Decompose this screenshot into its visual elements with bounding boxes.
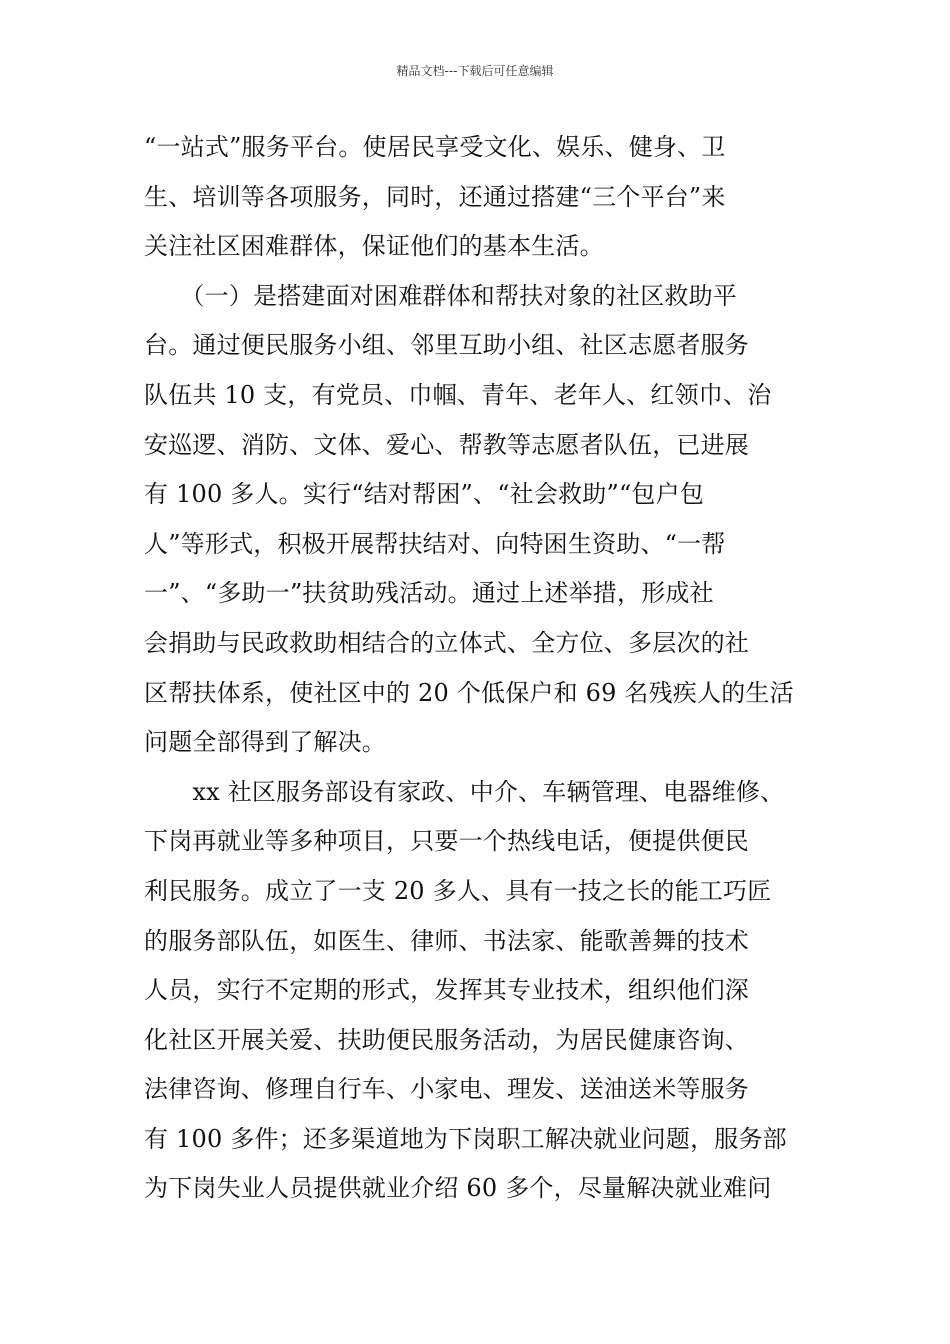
- text-line: 化社区开展关爱、扶助便民服务活动，为居民健康咨询、: [144, 1025, 749, 1054]
- text-line: 一”、“多助一”扶贫助残活动。通过上述举措，形成社: [144, 579, 714, 608]
- text-line: 人员，实行不定期的形式，发挥其专业技术，组织他们深: [144, 976, 749, 1005]
- text-line: 法律咨询、修理自行车、小家电、理发、送油送米等服务: [144, 1075, 749, 1104]
- text-line: 人”等形式，积极开展帮扶结对、向特困生资助、“一帮: [144, 529, 726, 558]
- text-line: 队伍共 10 支，有党员、巾帼、青年、老年人、红领巾、治: [144, 380, 772, 409]
- text-line: 安巡逻、消防、文体、爱心、帮教等志愿者队伍，已进展: [144, 430, 749, 459]
- page-header: 精品文档---下载后可任意编辑: [396, 64, 554, 78]
- text-line: 有 100 多人。实行“结对帮困”、“社会救助”“包户包: [144, 480, 705, 509]
- text-line: 台。通过便民服务小组、邻里互助小组、社区志愿者服务: [144, 331, 749, 360]
- text-line: 的服务部队伍，如医生、律师、书法家、能歌善舞的技术: [144, 926, 749, 955]
- text-line: 问题全部得到了解决。: [144, 728, 386, 757]
- text-line: xx 社区服务部设有家政、中介、车辆管理、电器维修、: [144, 777, 785, 806]
- body-text: [144, 123, 808, 1214]
- text-line: “一站式”服务平台。使居民享受文化、娱乐、健身、卫: [144, 133, 726, 161]
- text-line: 利民服务。成立了一支 20 多人、具有一技之长的能工巧匠: [144, 876, 772, 905]
- text-line: 有 100 多件；还多渠道地为下岗职工解决就业问题，服务部: [144, 1124, 787, 1153]
- text-line: 为下岗失业人员提供就业介绍 60 多个，尽量解决就业难问: [144, 1174, 772, 1203]
- text-line: 下岗再就业等多种项目，只要一个热线电话，便提供便民: [144, 827, 749, 856]
- text-line: （一）是搭建面对困难群体和帮扶对象的社区救助平: [144, 281, 737, 310]
- text-line: 会捐助与民政救助相结合的立体式、全方位、多层次的社: [144, 628, 749, 657]
- text-line: 生、培训等各项服务，同时，还通过搭建“三个平台”来: [144, 182, 726, 211]
- text-line: 关注社区困难群体，保证他们的基本生活。: [144, 232, 604, 261]
- text-line: 区帮扶体系，使社区中的 20 个低保户和 69 名残疾人的生活: [144, 678, 794, 707]
